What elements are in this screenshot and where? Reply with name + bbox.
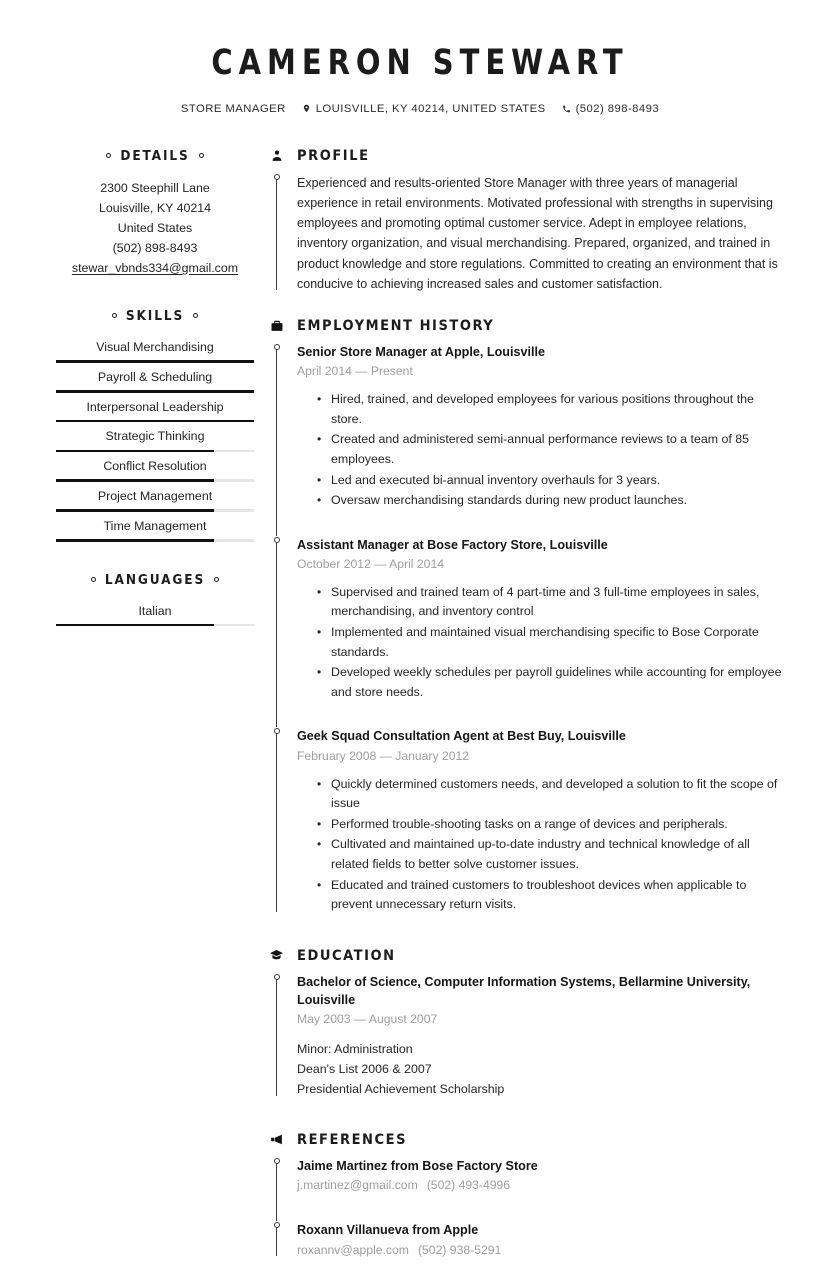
- reference-phone[interactable]: (502) 938-5291: [418, 1243, 501, 1257]
- section-references-head: [268, 1132, 784, 1148]
- section-references-title: REFERENCES: [297, 1132, 407, 1148]
- skill-level-bar: [56, 479, 254, 482]
- language-level-fill: [56, 624, 214, 627]
- timeline-rail: [276, 1162, 277, 1222]
- employment-entry-bullets: [297, 583, 784, 703]
- main-column: [258, 148, 784, 1266]
- skill-item: [56, 457, 254, 482]
- skill-level-fill: [56, 360, 254, 363]
- bullet-item: • Cultivated and maintained up-to-date industry and technical knowledge of all related fields to better solve customer issues.: [331, 835, 784, 874]
- section-employment-head: [268, 318, 784, 334]
- skill-label: Strategic Thinking: [56, 427, 254, 449]
- skill-item: [56, 398, 254, 423]
- skill-level-fill: [56, 450, 214, 453]
- megaphone-icon: [268, 1132, 285, 1147]
- reference-entry: [268, 1221, 784, 1262]
- reference-entries: [268, 1157, 784, 1263]
- bullet-item: • Oversaw merchandising standards during new product launches.: [331, 491, 784, 511]
- skill-label: Time Management: [56, 517, 254, 539]
- employment-entry-date: February 2008 — January 2012: [297, 747, 784, 766]
- reference-email[interactable]: roxannv@apple.com: [297, 1243, 409, 1257]
- employment-entry-bullets: [297, 775, 784, 915]
- bullet-item: • Led and executed bi-annual inventory overhauls for 3 years.: [331, 471, 784, 491]
- skill-level-bar: [56, 390, 254, 393]
- employment-entry: [268, 727, 784, 917]
- header-job-title-label: STORE MANAGER: [181, 103, 286, 115]
- sidebar-details-heading: [56, 148, 254, 164]
- detail-address-line2: Louisville, KY 40214: [56, 198, 254, 218]
- sidebar-skills-heading: [56, 308, 254, 324]
- skill-label: Conflict Resolution: [56, 457, 254, 479]
- profile-text: Experienced and results-oriented Store Manager with three years of managerial experience in retail environments. Motivated professional with strengths in supervising employees and promoting optimal customer service. Adept in employee relations, inventory organization, and visual merchandising. Prepared, organized, and trained in product knowledge and store regulations. Committed to creating an environment that is conducive to achieving increased sales and customer satisfaction.: [297, 173, 784, 295]
- skill-level-bar: [56, 539, 254, 542]
- reference-phone[interactable]: (502) 493-4996: [427, 1178, 510, 1192]
- sidebar-languages-heading: [56, 572, 254, 588]
- employment-entry: [268, 536, 784, 728]
- skill-level-fill: [56, 420, 254, 423]
- skill-label: Project Management: [56, 487, 254, 509]
- profile-entry: [268, 173, 784, 297]
- header-location-label: LOUISVILLE, KY 40214, UNITED STATES: [316, 103, 546, 115]
- languages-list: [56, 602, 254, 627]
- section-education-title: EDUCATION: [297, 948, 396, 964]
- reference-entry-contact: [297, 1176, 784, 1196]
- employment-entry-date: April 2014 — Present: [297, 362, 784, 381]
- skill-level-bar: [56, 509, 254, 512]
- bullet-item: • Implemented and maintained visual merchandising specific to Bose Corporate standards.: [331, 623, 784, 662]
- detail-country: United States: [56, 218, 254, 238]
- page-title: CAMERON STEWART: [34, 44, 807, 83]
- section-profile-head: [268, 148, 784, 164]
- resume-body: [0, 148, 840, 1266]
- employment-entry-title: Senior Store Manager at Apple, Louisville: [297, 343, 784, 361]
- skill-level-fill: [56, 390, 254, 393]
- detail-email[interactable]: stewar_vbnds334@gmail.com: [56, 258, 254, 278]
- map-pin-icon: [302, 103, 311, 114]
- education-detail-line: Minor: Administration: [297, 1040, 784, 1060]
- skill-label: Payroll & Scheduling: [56, 368, 254, 390]
- details-list: [56, 178, 254, 278]
- briefcase-icon: [268, 319, 285, 333]
- employment-entries: [268, 343, 784, 918]
- header-contact-row: [0, 103, 840, 115]
- skill-label: Visual Merchandising: [56, 338, 254, 360]
- employment-entry: [268, 343, 784, 536]
- bullet-item: • Developed weekly schedules per payroll guidelines while accounting for employee and store needs.: [331, 663, 784, 702]
- reference-entry-name: Roxann Villanueva from Apple: [297, 1221, 784, 1239]
- skill-item: [56, 338, 254, 363]
- employment-entry-title: Geek Squad Consultation Agent at Best Buy, Louisville: [297, 727, 784, 745]
- section-profile-title: PROFILE: [297, 148, 370, 164]
- sidebar-skills-block: [56, 308, 254, 542]
- bullet-item: • Educated and trained customers to troubleshoot devices when applicable to prevent unnecessary return visits.: [331, 876, 784, 915]
- timeline-rail: [276, 178, 277, 291]
- sidebar: [56, 148, 258, 657]
- reference-email[interactable]: j.martinez@gmail.com: [297, 1178, 418, 1192]
- reference-entry-contact: [297, 1241, 784, 1261]
- timeline-rail: [276, 978, 277, 1096]
- education-entry-title: Bachelor of Science, Computer Information Systems, Bellarmine University, Louisville: [297, 973, 784, 1010]
- timeline-rail: [276, 732, 277, 911]
- skill-item: [56, 427, 254, 452]
- header-job-title: [181, 103, 286, 115]
- reference-entry: [268, 1157, 784, 1222]
- sidebar-languages-block: [56, 572, 254, 627]
- sidebar-skills-heading-label: SKILLS: [126, 308, 184, 324]
- skill-item: [56, 487, 254, 512]
- ring-dot-icon: [91, 577, 96, 582]
- skill-level-bar: [56, 450, 254, 453]
- ring-dot-icon: [112, 313, 117, 318]
- section-profile: [268, 148, 784, 297]
- ring-dot-icon: [193, 313, 198, 318]
- skill-level-bar: [56, 360, 254, 363]
- detail-address-line1: 2300 Steephill Lane: [56, 178, 254, 198]
- employment-entry-bullets: [297, 390, 784, 511]
- language-item: [56, 602, 254, 627]
- ring-dot-icon: [199, 153, 204, 158]
- education-entry-details: [297, 1040, 784, 1100]
- skill-item: [56, 517, 254, 542]
- employment-entry-title: Assistant Manager at Bose Factory Store, Louisville: [297, 536, 784, 554]
- header-phone: [562, 103, 660, 115]
- employment-entry-date: October 2012 — April 2014: [297, 555, 784, 574]
- education-detail-line: Dean's List 2006 & 2007: [297, 1060, 784, 1080]
- phone-icon: [562, 103, 571, 114]
- header-phone-label: (502) 898-8493: [576, 103, 660, 115]
- education-entry: [268, 973, 784, 1102]
- skill-level-bar: [56, 420, 254, 423]
- skill-label: Interpersonal Leadership: [56, 398, 254, 420]
- header-location: [302, 103, 546, 115]
- skill-level-fill: [56, 509, 214, 512]
- language-level-bar: [56, 624, 254, 627]
- skill-level-fill: [56, 539, 214, 542]
- skill-level-fill: [56, 479, 214, 482]
- timeline-rail: [276, 348, 277, 536]
- section-employment: [268, 318, 784, 918]
- person-icon: [268, 149, 285, 163]
- timeline-rail: [276, 541, 277, 728]
- skill-item: [56, 368, 254, 393]
- ring-dot-icon: [214, 577, 219, 582]
- bullet-item: • Hired, trained, and developed employees for various positions throughout the store.: [331, 390, 784, 429]
- education-entry-date: May 2003 — August 2007: [297, 1010, 784, 1029]
- skills-list: [56, 338, 254, 542]
- bullet-item: • Created and administered semi-annual performance reviews to a team of 85 employees.: [331, 430, 784, 469]
- reference-entry-name: Jaime Martinez from Bose Factory Store: [297, 1157, 784, 1175]
- bullet-item: • Quickly determined customers needs, and developed a solution to fit the scope of issue: [331, 775, 784, 814]
- detail-phone: (502) 898-8493: [56, 238, 254, 258]
- ring-dot-icon: [106, 153, 111, 158]
- section-references: [268, 1132, 784, 1263]
- education-entries: [268, 973, 784, 1102]
- graduation-cap-icon: [268, 948, 285, 963]
- language-label: Italian: [56, 602, 254, 624]
- sidebar-languages-heading-label: LANGUAGES: [105, 572, 205, 588]
- section-education: [268, 948, 784, 1102]
- bullet-item: • Performed trouble-shooting tasks on a range of devices and peripherals.: [331, 815, 784, 835]
- bullet-item: • Supervised and trained team of 4 part-time and 3 full-time employees in sales, merchandising, and inventory control: [331, 583, 784, 622]
- section-education-head: [268, 948, 784, 964]
- sidebar-details-block: [56, 148, 254, 278]
- sidebar-details-heading-label: DETAILS: [120, 148, 189, 164]
- timeline-rail: [276, 1226, 277, 1256]
- section-employment-title: EMPLOYMENT HISTORY: [297, 318, 494, 334]
- education-detail-line: Presidential Achievement Scholarship: [297, 1080, 784, 1100]
- resume-header: [0, 0, 840, 115]
